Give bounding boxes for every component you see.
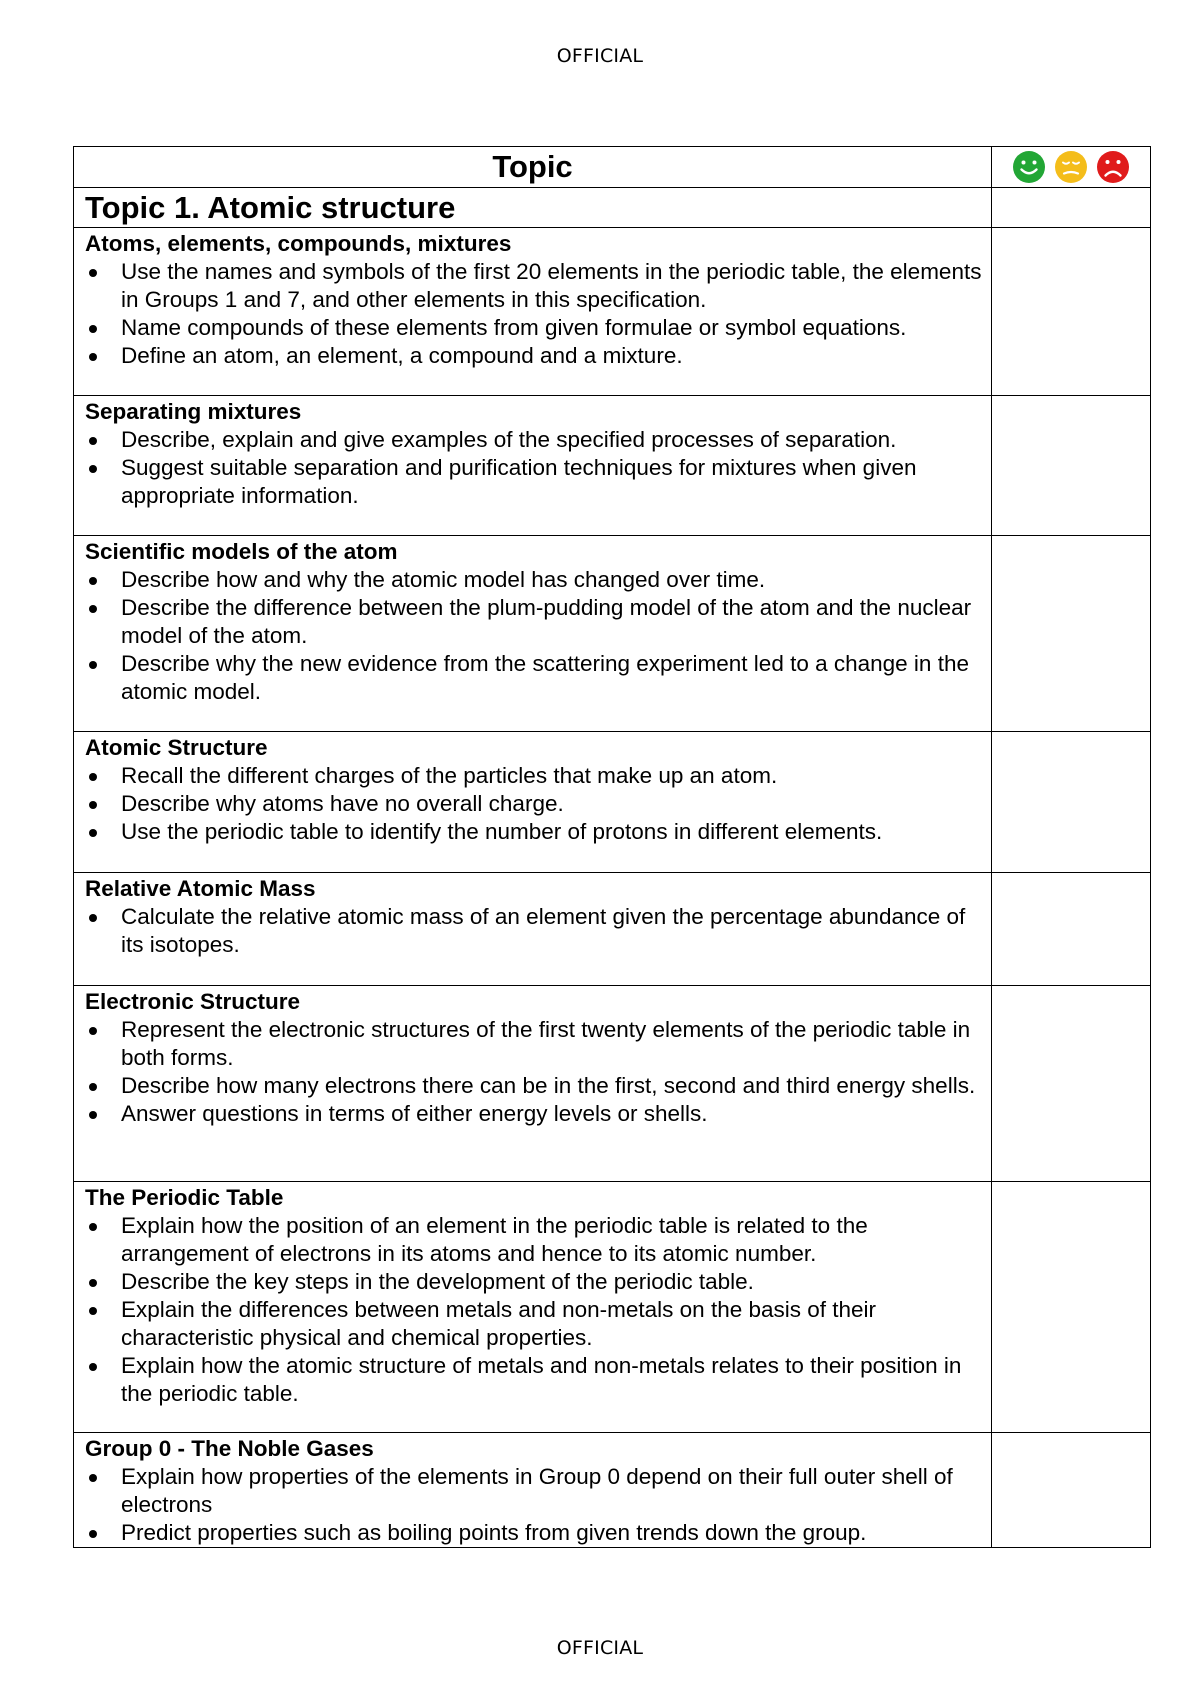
rating-cell[interactable] (992, 1182, 1151, 1433)
list-item: Describe why atoms have no overall charge. (85, 790, 983, 818)
section-heading: Atoms, elements, compounds, mixtures (85, 231, 512, 256)
list-item: Name compounds of these elements from given formulae or symbol equations. (85, 314, 983, 342)
list-item: Explain how the position of an element in the periodic table is related to the arrangement of electrons in its atoms and hence to its atomic number. (85, 1212, 983, 1268)
official-marking-top: OFFICIAL (556, 45, 644, 67)
topic-title-row (74, 188, 1151, 228)
section-row (74, 1182, 1151, 1433)
list-item: Describe the key steps in the development of the periodic table. (85, 1268, 983, 1296)
list-item: Describe how and why the atomic model has changed over time. (85, 566, 983, 594)
section-row (74, 228, 1151, 396)
official-marking-bottom: OFFICIAL (556, 1637, 644, 1659)
bullet-list (85, 426, 983, 510)
list-item: Represent the electronic structures of the first twenty elements of the periodic table in both forms. (85, 1016, 983, 1072)
section-row (74, 732, 1151, 873)
list-item: Use the names and symbols of the first 20 elements in the periodic table, the elements in Groups 1 and 7, and other elements in this specification. (85, 258, 983, 314)
happy-face-icon (1013, 151, 1045, 183)
section-heading: Scientific models of the atom (85, 539, 398, 564)
neutral-face-icon (1055, 151, 1087, 183)
list-item: Describe how many electrons there can be in the first, second and third energy shells. (85, 1072, 983, 1100)
list-item: Predict properties such as boiling points from given trends down the group. (85, 1519, 983, 1547)
rating-cell[interactable] (992, 228, 1151, 396)
rating-column-header (992, 147, 1151, 188)
list-item: Suggest suitable separation and purification techniques for mixtures when given appropriate information. (85, 454, 983, 510)
list-item: Recall the different charges of the particles that make up an atom. (85, 762, 983, 790)
section-row (74, 1433, 1151, 1548)
rating-faces (1012, 149, 1130, 185)
list-item: Describe the difference between the plum-pudding model of the atom and the nuclear model of the atom. (85, 594, 983, 650)
rating-cell[interactable] (992, 732, 1151, 873)
list-item: Describe why the new evidence from the scattering experiment led to a change in the atomic model. (85, 650, 983, 706)
rating-cell[interactable] (992, 986, 1151, 1182)
section-heading: Group 0 - The Noble Gases (85, 1436, 374, 1461)
table-header-row (74, 147, 1151, 188)
rating-cell[interactable] (992, 873, 1151, 986)
section-row (74, 986, 1151, 1182)
section-cell (74, 1182, 992, 1433)
rating-cell[interactable] (992, 396, 1151, 536)
bullet-list (85, 903, 983, 959)
section-heading: Relative Atomic Mass (85, 876, 316, 901)
bullet-list (85, 566, 983, 706)
section-heading: Electronic Structure (85, 989, 301, 1014)
section-heading: Atomic Structure (85, 735, 268, 760)
section-row (74, 396, 1151, 536)
bullet-list (85, 1463, 983, 1547)
topic-title: Topic 1. Atomic structure (74, 188, 992, 228)
bullet-list (85, 1212, 983, 1408)
list-item: Explain the differences between metals and non-metals on the basis of their characteristic physical and chemical properties. (85, 1296, 983, 1352)
section-row (74, 536, 1151, 732)
topic-checklist-table (73, 146, 1151, 1548)
rating-cell[interactable] (992, 536, 1151, 732)
topic-column-header: Topic (74, 147, 992, 188)
section-cell (74, 536, 992, 732)
section-cell (74, 986, 992, 1182)
list-item: Use the periodic table to identify the number of protons in different elements. (85, 818, 983, 846)
section-row (74, 873, 1151, 986)
section-heading: Separating mixtures (85, 399, 302, 424)
section-cell (74, 396, 992, 536)
section-cell (74, 228, 992, 396)
rating-cell[interactable] (992, 1433, 1151, 1548)
section-cell (74, 873, 992, 986)
list-item: Explain how the atomic structure of metals and non-metals relates to their position in the periodic table. (85, 1352, 983, 1408)
list-item: Define an atom, an element, a compound and a mixture. (85, 342, 983, 370)
section-heading: The Periodic Table (85, 1185, 284, 1210)
bullet-list (85, 258, 983, 370)
sad-face-icon (1097, 151, 1129, 183)
section-cell (74, 1433, 992, 1548)
rating-cell[interactable] (992, 188, 1151, 228)
list-item: Describe, explain and give examples of the specified processes of separation. (85, 426, 983, 454)
bullet-list (85, 1016, 983, 1128)
list-item: Answer questions in terms of either energy levels or shells. (85, 1100, 983, 1128)
list-item: Explain how properties of the elements in Group 0 depend on their full outer shell of electrons (85, 1463, 983, 1519)
bullet-list (85, 762, 983, 846)
list-item: Calculate the relative atomic mass of an element given the percentage abundance of its isotopes. (85, 903, 983, 959)
section-cell (74, 732, 992, 873)
